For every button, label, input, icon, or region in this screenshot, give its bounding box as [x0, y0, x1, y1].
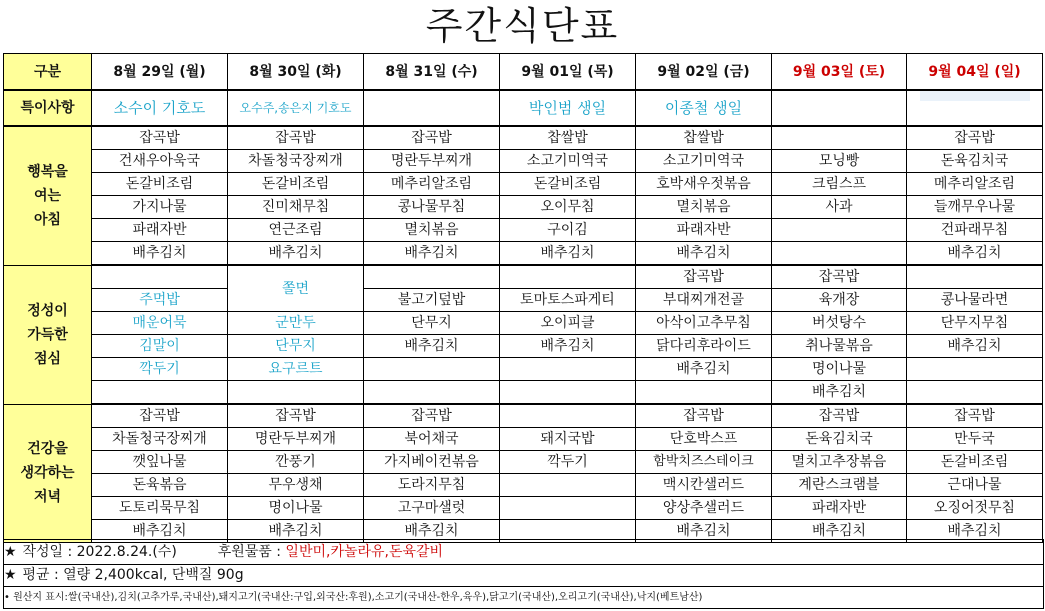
page-title: 주간식단표 — [425, 4, 620, 48]
special-note: 오수주,송은지 기호도 — [228, 90, 364, 126]
dinner-row — [4, 474, 1043, 497]
breakfast-row — [4, 126, 1043, 150]
menu-item: 명란두부찌개 — [228, 428, 364, 451]
dinner-row — [4, 451, 1043, 474]
day-header: 8월 29일 (월) — [92, 54, 228, 91]
menu-item: 멸치볶음 — [364, 219, 500, 242]
menu-item: 돈육볶음 — [92, 474, 228, 497]
day-header: 8월 31일 (수) — [364, 54, 500, 91]
menu-item: 메추리알조림 — [364, 173, 500, 196]
menu-item: 배추김치 — [228, 242, 364, 266]
menu-item: 단무지 — [228, 335, 364, 358]
menu-item: 콩나물무침 — [364, 196, 500, 219]
menu-item: 부대찌개전골 — [636, 289, 772, 312]
menu-item: 건새우아욱국 — [92, 150, 228, 173]
menu-item: 연근조림 — [228, 219, 364, 242]
menu-item: 취나물볶음 — [772, 335, 907, 358]
menu-item: 멸치볶음 — [636, 196, 772, 219]
dinner-row — [4, 404, 1043, 428]
menu-item: 건파래무침 — [907, 219, 1043, 242]
menu-item: 돼지국밥 — [500, 428, 636, 451]
menu-item: 잡곡밥 — [636, 404, 772, 428]
menu-item: 단호박스프 — [636, 428, 772, 451]
menu-item: 들깨무우나물 — [907, 196, 1043, 219]
lunch-row — [4, 381, 1043, 405]
menu-item: 잡곡밥 — [772, 265, 907, 289]
menu-item: 맥시칸샐러드 — [636, 474, 772, 497]
menu-item: 토마토스파게티 — [500, 289, 636, 312]
menu-item: 도토리묵무침 — [92, 497, 228, 520]
menu-item: 잡곡밥 — [907, 404, 1043, 428]
menu-item: 단무지 — [364, 312, 500, 335]
menu-item: 잡곡밥 — [907, 126, 1043, 150]
special-note — [907, 90, 1043, 126]
menu-item: 함박치즈스테이크 — [636, 451, 772, 474]
menu-item: 잡곡밥 — [364, 404, 500, 428]
menu-item: 무우생채 — [228, 474, 364, 497]
lunch-row — [4, 358, 1043, 381]
menu-item: 가지베이컨볶음 — [364, 451, 500, 474]
menu-item: 진미채무침 — [228, 196, 364, 219]
footer-origin — [3, 587, 1044, 609]
menu-item: 배추김치 — [636, 520, 772, 543]
day-header-weekend: 9월 03일 (토) — [772, 54, 907, 91]
menu-item: 돈갈비조림 — [92, 173, 228, 196]
menu-item — [772, 126, 907, 150]
sponsor-label: 후원물품 : — [217, 544, 281, 560]
menu-item: 배추김치 — [636, 242, 772, 266]
menu-item: 아삭이고추무침 — [636, 312, 772, 335]
special-note — [772, 90, 907, 126]
special-note: 이종철 생일 — [636, 90, 772, 126]
menu-item: 배추김치 — [907, 520, 1043, 543]
menu-item: 배추김치 — [636, 358, 772, 381]
menu-item — [500, 265, 636, 289]
menu-item — [92, 265, 228, 289]
lunch-row — [4, 335, 1043, 358]
menu-item: 불고기덮밥 — [364, 289, 500, 312]
dinner-row — [4, 497, 1043, 520]
star-icon: ★ — [4, 544, 17, 560]
menu-item: 깍두기 — [92, 358, 228, 381]
menu-item — [772, 242, 907, 266]
menu-item: 배추김치 — [772, 381, 907, 405]
menu-item: 배추김치 — [500, 335, 636, 358]
menu-item: 돈육김치국 — [907, 150, 1043, 173]
menu-item: 돈육김치국 — [772, 428, 907, 451]
menu-item: 배추김치 — [92, 520, 228, 543]
menu-item: 잡곡밥 — [636, 265, 772, 289]
sponsor-items: 일반미,카놀라유,돈육갈비 — [285, 544, 444, 560]
faded-label-graphic — [920, 90, 1030, 101]
menu-item: 잡곡밥 — [772, 404, 907, 428]
menu-item: 근대나물 — [907, 474, 1043, 497]
menu-item: 크림스프 — [772, 173, 907, 196]
menu-item — [500, 404, 636, 428]
menu-item: 쫄면 — [228, 265, 364, 312]
menu-item: 만두국 — [907, 428, 1043, 451]
menu-item: 찹쌀밥 — [500, 126, 636, 150]
menu-item: 깍두기 — [500, 451, 636, 474]
menu-item: 명란두부찌개 — [364, 150, 500, 173]
menu-item: 잡곡밥 — [92, 404, 228, 428]
header-label: 구분 — [4, 54, 92, 91]
menu-item — [364, 381, 500, 405]
menu-item — [364, 358, 500, 381]
breakfast-row — [4, 219, 1043, 242]
special-note — [364, 90, 500, 126]
menu-item: 육개장 — [772, 289, 907, 312]
menu-item: 사과 — [772, 196, 907, 219]
menu-item: 메추리알조림 — [907, 173, 1043, 196]
menu-item: 북어채국 — [364, 428, 500, 451]
menu-item: 배추김치 — [92, 242, 228, 266]
menu-item: 콩나물라면 — [907, 289, 1043, 312]
menu-item — [772, 219, 907, 242]
menu-item: 잡곡밥 — [228, 404, 364, 428]
menu-item — [364, 265, 500, 289]
menu-item: 버섯탕수 — [772, 312, 907, 335]
origin-label: • 원산지 표시:쌀(국내산),김치(고추가루,국내산),돼지고기(국내산:구입,외국산:후원),소고기(국내산-한우,육우),닭고기(국내산),오리고기(국내산),낙지(베트남산) — [4, 592, 703, 603]
menu-item: 명이나물 — [772, 358, 907, 381]
breakfast-row — [4, 173, 1043, 196]
menu-item: 소고기미역국 — [500, 150, 636, 173]
menu-item: 배추김치 — [364, 242, 500, 266]
menu-item: 고구마샐럿 — [364, 497, 500, 520]
menu-item: 오징어젓무침 — [907, 497, 1043, 520]
menu-item: 소고기미역국 — [636, 150, 772, 173]
menu-item: 잡곡밥 — [228, 126, 364, 150]
menu-item: 모닝빵 — [772, 150, 907, 173]
average-label: 평균 : 열량 2,400kcal, 단백질 90g — [22, 567, 244, 583]
menu-item: 배추김치 — [364, 335, 500, 358]
menu-item: 돈갈비조림 — [228, 173, 364, 196]
menu-item: 잡곡밥 — [92, 126, 228, 150]
menu-item: 배추김치 — [364, 520, 500, 543]
dinner-row — [4, 428, 1043, 451]
header-row — [4, 54, 1043, 91]
menu-item — [500, 381, 636, 405]
lunch-label: 정성이 가득한 점심 — [4, 265, 92, 404]
menu-item: 배추김치 — [907, 242, 1043, 266]
footer-average — [3, 564, 1044, 587]
menu-item: 오이무침 — [500, 196, 636, 219]
breakfast-label: 행복을 여는 아침 — [4, 126, 92, 265]
breakfast-row — [4, 242, 1043, 266]
menu-item — [500, 497, 636, 520]
menu-item — [907, 381, 1043, 405]
day-header: 9월 01일 (목) — [500, 54, 636, 91]
menu-item: 요구르트 — [228, 358, 364, 381]
menu-item — [228, 381, 364, 405]
menu-item: 찹쌀밥 — [636, 126, 772, 150]
menu-item: 배추김치 — [500, 242, 636, 266]
menu-item: 호박새우젓볶음 — [636, 173, 772, 196]
menu-item: 배추김치 — [228, 520, 364, 543]
menu-item: 가지나물 — [92, 196, 228, 219]
lunch-row — [4, 289, 1043, 312]
menu-item: 주먹밥 — [92, 289, 228, 312]
menu-item: 도라지무침 — [364, 474, 500, 497]
menu-item: 차돌청국장찌개 — [228, 150, 364, 173]
special-row — [4, 90, 1043, 126]
special-note: 소수이 기호도 — [92, 90, 228, 126]
menu-item: 명이나물 — [228, 497, 364, 520]
menu-item: 계란스크램블 — [772, 474, 907, 497]
menu-item: 파래자반 — [636, 219, 772, 242]
menu-item: 잡곡밥 — [364, 126, 500, 150]
menu-item — [907, 265, 1043, 289]
menu-item: 양상추샐러드 — [636, 497, 772, 520]
menu-item: 돈갈비조림 — [500, 173, 636, 196]
menu-item — [636, 381, 772, 405]
menu-item: 오이피클 — [500, 312, 636, 335]
menu-item: 차돌청국장찌개 — [92, 428, 228, 451]
special-label: 특이사항 — [4, 90, 92, 126]
menu-item: 돈갈비조림 — [907, 451, 1043, 474]
menu-item: 매운어묵 — [92, 312, 228, 335]
dinner-label: 건강을 생각하는 저녁 — [4, 404, 92, 543]
menu-item — [500, 474, 636, 497]
special-note: 박인범 생일 — [500, 90, 636, 126]
menu-item: 깐풍기 — [228, 451, 364, 474]
footer-date-sponsor — [3, 539, 1044, 565]
star-icon: ★ — [4, 567, 17, 583]
menu-item: 구이김 — [500, 219, 636, 242]
day-header-weekend: 9월 04일 (일) — [907, 54, 1043, 91]
menu-item — [500, 358, 636, 381]
menu-item: 파래자반 — [772, 497, 907, 520]
weekly-menu-table — [3, 53, 1043, 543]
day-header: 8월 30일 (화) — [228, 54, 364, 91]
menu-item: 배추김치 — [907, 335, 1043, 358]
date-label: 작성일 : 2022.8.24.(수) — [22, 544, 177, 560]
day-header: 9월 02일 (금) — [636, 54, 772, 91]
lunch-row — [4, 312, 1043, 335]
breakfast-row — [4, 196, 1043, 219]
breakfast-row — [4, 150, 1043, 173]
menu-item — [92, 381, 228, 405]
menu-item: 김말이 — [92, 335, 228, 358]
menu-item: 군만두 — [228, 312, 364, 335]
menu-item: 단무지무침 — [907, 312, 1043, 335]
menu-item — [907, 358, 1043, 381]
menu-item: 파래자반 — [92, 219, 228, 242]
menu-item: 배추김치 — [772, 520, 907, 543]
menu-item: 멸치고추장볶음 — [772, 451, 907, 474]
lunch-row — [4, 265, 1043, 289]
menu-item: 닭다리후라이드 — [636, 335, 772, 358]
menu-item: 깻잎나물 — [92, 451, 228, 474]
